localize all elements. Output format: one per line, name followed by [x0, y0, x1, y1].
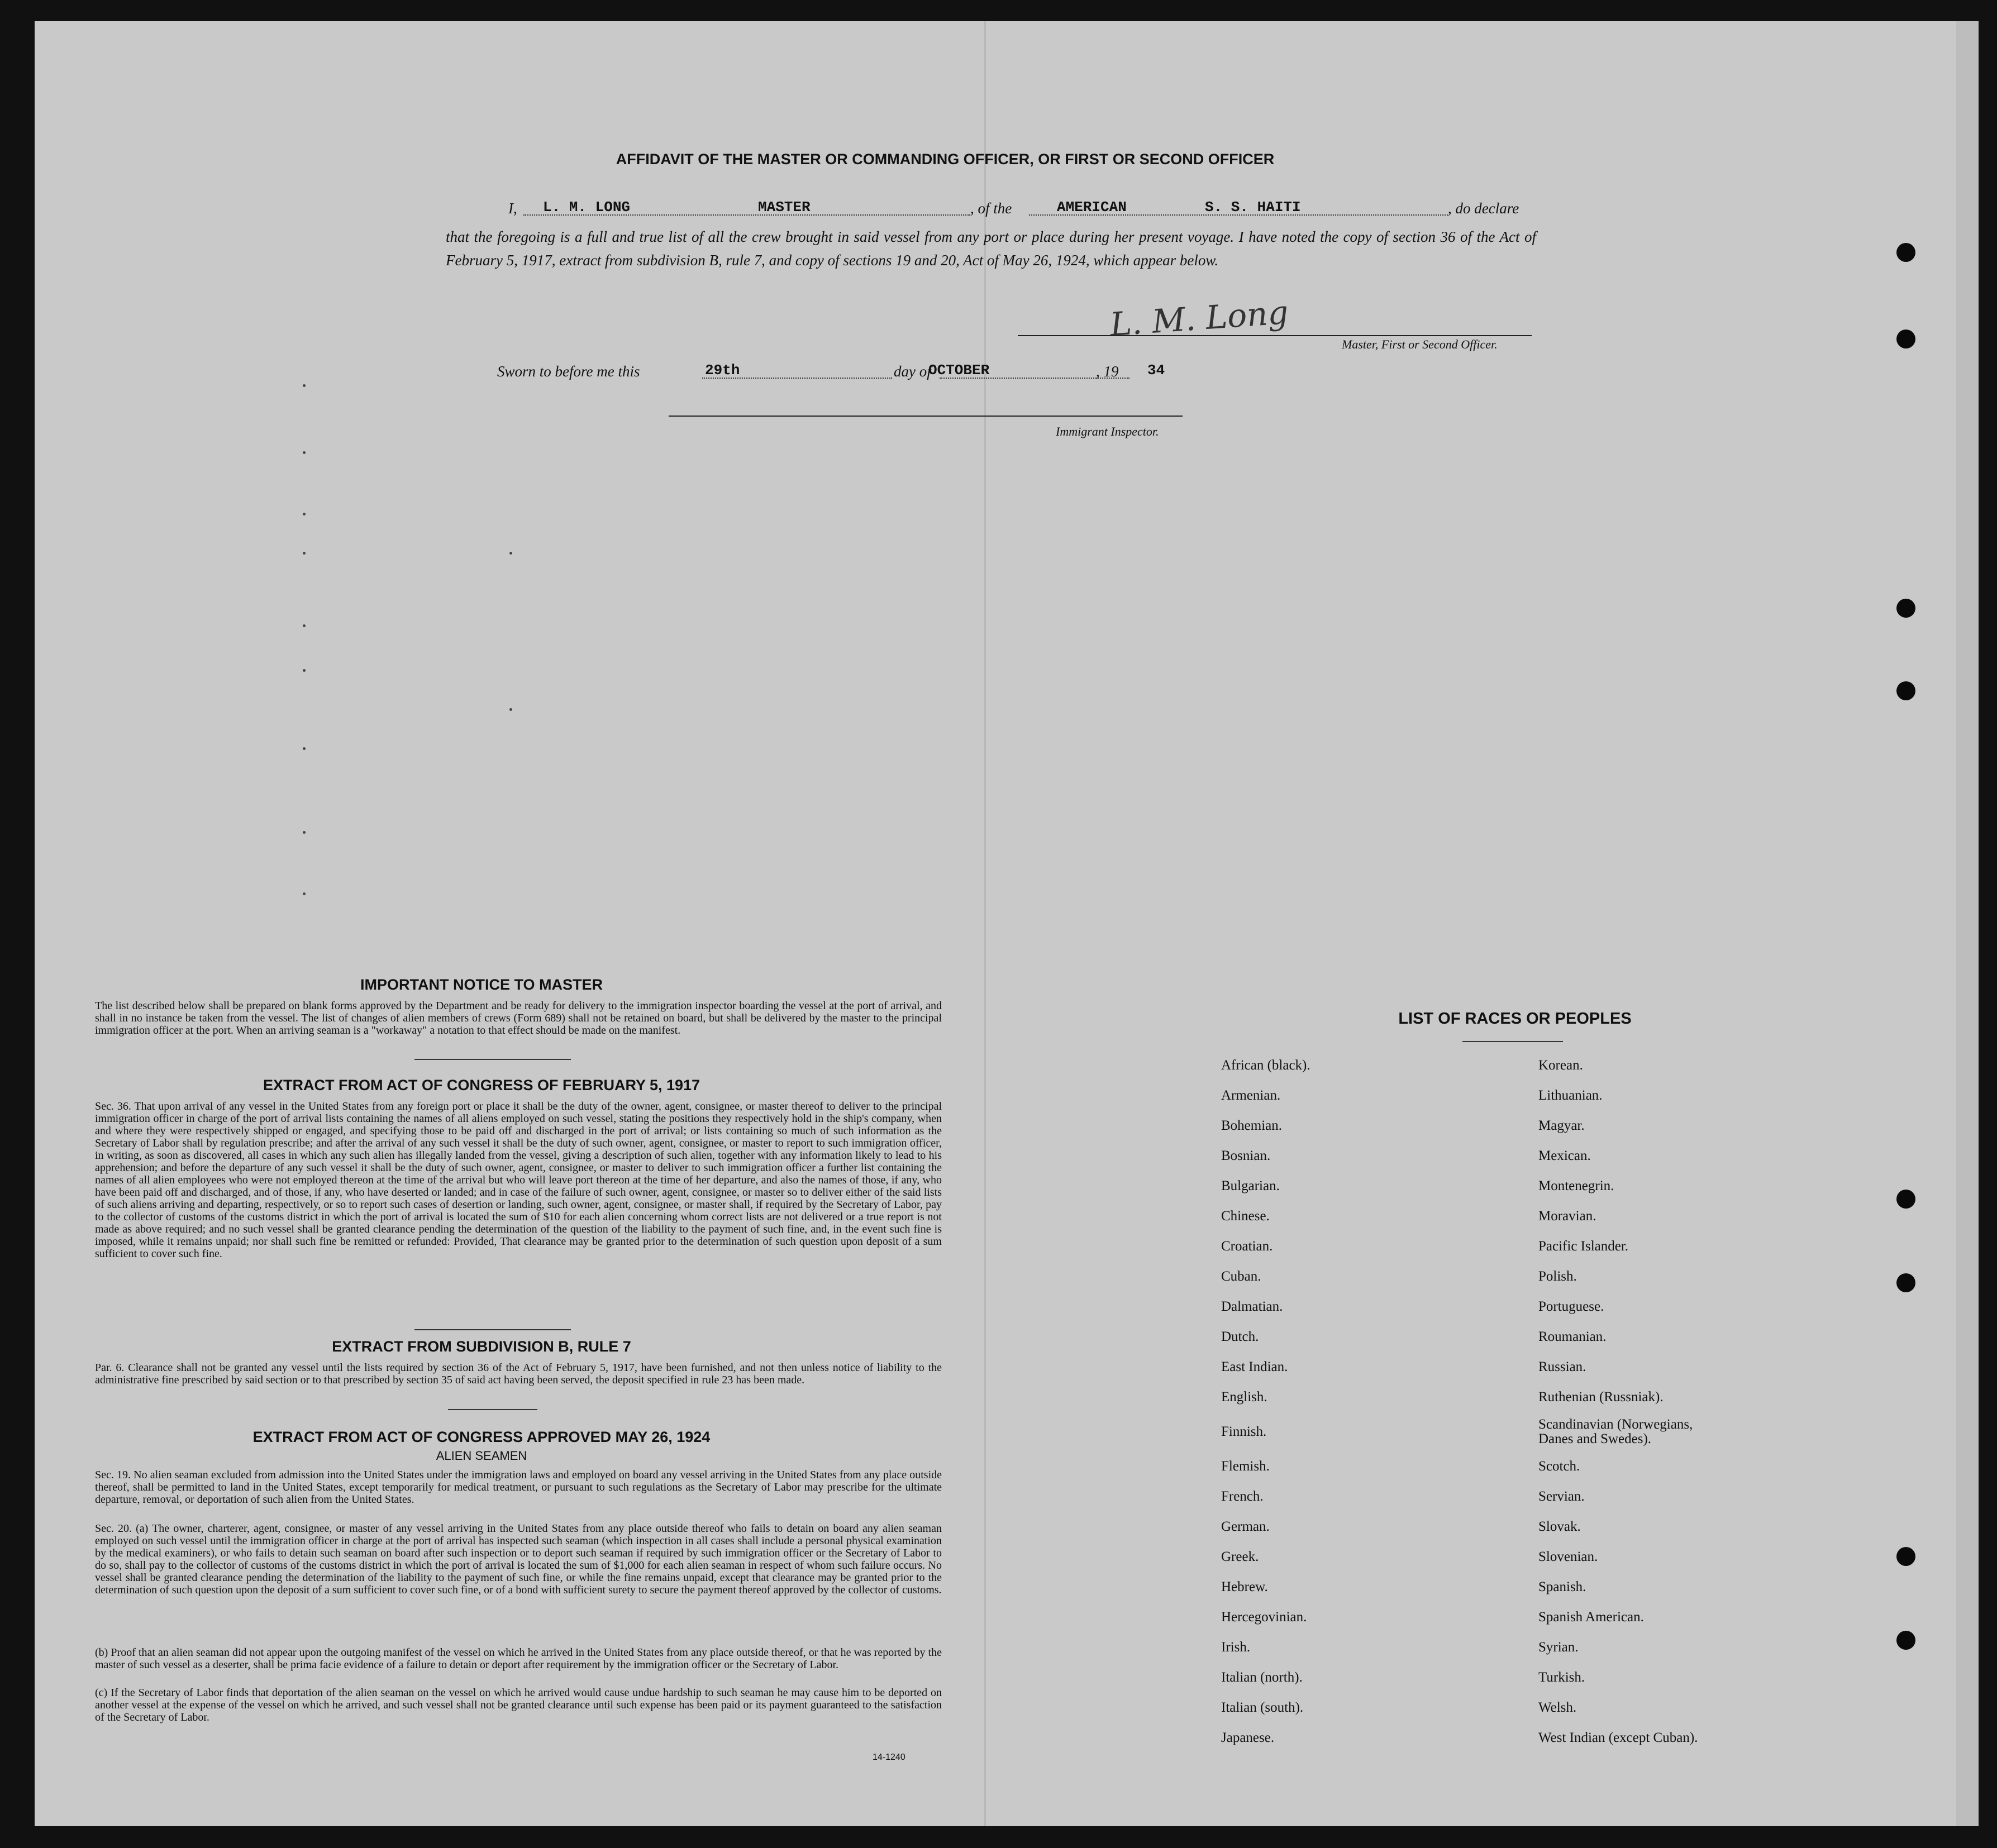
race-item: Moravian. [1538, 1209, 1596, 1224]
race-item: Slovak. [1538, 1519, 1581, 1534]
sec19-body: Sec. 19. No alien seaman excluded from admission into the United States under the immigration laws and employed on board any vessel arriving in the United States from any place outside thereof, shall be permitted to land in the United States, except temporarily for medical treatment, or pursuant to such regulations as the Secretary of Labor may prescribe for the ultimate departure, removal, or deportation of such alien from the United States. [95, 1469, 942, 1506]
notice-divider [414, 1059, 571, 1060]
race-item: Bosnian. [1221, 1148, 1271, 1163]
race-item: Ruthenian (Russniak). [1538, 1389, 1664, 1405]
rule7-body: Par. 6. Clearance shall not be granted any vessel until the lists required by section 36 of the Act of February 5, 1917, have been furnished, and not then unless notice of liability to the administrative fine prescribed by said section or to that prescribed by section 35 of said act having been served, the deposit specified in rule 23 has been made. [95, 1362, 942, 1386]
faint-mark [509, 552, 512, 555]
faint-mark [509, 708, 512, 711]
races-divider [1462, 1041, 1563, 1042]
faint-mark [303, 892, 306, 895]
binder-hole [1896, 1547, 1915, 1566]
signature: L. M. Long [1109, 293, 1290, 344]
binder-hole [1896, 681, 1915, 700]
race-item: Montenegrin. [1538, 1178, 1614, 1193]
race-item: Bohemian. [1221, 1118, 1283, 1133]
signature-caption: Master, First or Second Officer. [1342, 337, 1498, 351]
notice-body: The list described below shall be prepared on blank forms approved by the Department and be ready for delivery to the immigration inspector boarding the vessel at the port of arrival, and shall in no instance be taken from the vessel. The list of changes of alien members of crews (Form 689) shall not be retained on board, but shall be delivered by the master to the principal immigration officer at the port. When an arriving seaman is a "workaway" a notation to that effect should be made on the manifest. [95, 1000, 942, 1037]
race-item: Scandinavian (Norwegians, Danes and Swedes). [1538, 1417, 1693, 1446]
race-item: Turkish. [1538, 1670, 1585, 1685]
race-item: Japanese. [1221, 1730, 1275, 1745]
sec20b-body: (b) Proof that an alien seaman did not appear upon the outgoing manifest of the vessel on which he arrived in the United States from any place outside thereof, or that he was reported by the master of such vessel as a deserter, shall be prima facie evidence of a failure to detain or deport after requirement by the immigration officer or the Secretary of Labor. [95, 1646, 942, 1671]
master-name: L. M. LONG [543, 199, 631, 216]
race-item: Chinese. [1221, 1209, 1270, 1224]
race-item: Italian (north). [1221, 1670, 1303, 1685]
race-item: Bulgarian. [1221, 1178, 1280, 1193]
race-item: Magyar. [1538, 1118, 1585, 1133]
do-declare-label: , do declare [1448, 200, 1519, 217]
race-item: Spanish. [1538, 1579, 1586, 1594]
race-item: English. [1221, 1389, 1267, 1405]
race-item: Dutch. [1221, 1329, 1259, 1344]
faint-mark [303, 552, 306, 555]
race-item: Russian. [1538, 1359, 1586, 1374]
extract-1917-divider [414, 1329, 571, 1330]
binder-hole [1896, 243, 1915, 262]
document-page [35, 21, 1956, 1826]
race-item: East Indian. [1221, 1359, 1288, 1374]
race-item: Syrian. [1538, 1640, 1579, 1655]
faint-mark [303, 384, 306, 387]
race-item: Lithuanian. [1538, 1088, 1603, 1103]
race-item: West Indian (except Cuban). [1538, 1730, 1698, 1745]
faint-mark [303, 513, 306, 515]
sworn-label: Sworn to before me this [497, 363, 640, 380]
binder-hole [1896, 599, 1915, 618]
extract-1917-body: Sec. 36. That upon arrival of any vessel in the United States from any foreign port or place it shall be the duty of the owner, agent, consignee, or master thereof to deliver to the principal immigration officer in charge of the port of arrival lists containing the names of all aliens employed on such vessel, stating the positions they respectively hold in the ship's company, when and where they were respectively shipped or engaged, and specifying those to be paid off and discharged in the port of arrival; or lists containing so much of such information as the Secretary of Labor shall by regulation prescribe; and after the arrival of any such vessel it shall be the duty of such owner, agent, consignee, or master to report to such immigration officer, in writing, as soon as discovered, all cases in which any such alien has illegally landed from the vessel, giving a description of such alien, together with any information likely to lead to his apprehension; and before the departure of any such vessel it shall be the duty of such owner, agent, consignee, or master to deliver to such immigration officer a further list containing the names of all alien employees who were not employed thereon at the time of the arrival but who will leave port thereon at the time of her departure, and also the names of those, if any, who have been paid off and discharged, and of those, if any, who have deserted or landed; and in case of the failure of such owner, agent, consignee, or master so to deliver either of the said lists of such aliens arriving and departing, respectively, or so to report such cases of desertion or landing, such owner, agent, consignee, or master shall, if required by the Secretary of Labor, pay to the collector of customs of the customs district in which the port of arrival is located the sum of $10 for each alien concerning whom correct lists are not delivered or a true report is not made as above required; and no such vessel shall be granted clearance pending the determination of the question of the liability to the payment of such fine, and, in the event such fine is imposed, while it remains unpaid; nor shall such fine be remitted or refunded: Provided, That clearance may be granted prior to the determination of such question upon deposit of a sum sufficient to cover such fine. [95, 1100, 942, 1260]
affidavit-body: that the foregoing is a full and true list of all the crew brought in said vessel from any port or place during her present voyage. I have noted the copy of section 36 of the Act of February 5, 1917, extract from subdivision B, rule 7, and copy of sections 19 and 20, Act of May 26, 1924, which appear below. [446, 228, 1536, 269]
master-rank: MASTER [758, 199, 811, 216]
race-item: Finnish. [1221, 1424, 1267, 1439]
binder-hole [1896, 1273, 1915, 1292]
affidavit-title: AFFIDAVIT OF THE MASTER OR COMMANDING OFFICER, OR FIRST OR SECOND OFFICER [616, 151, 1275, 168]
sworn-month: OCTOBER [928, 362, 990, 379]
notice-title: IMPORTANT NOTICE TO MASTER [360, 976, 603, 993]
race-item: Polish. [1538, 1269, 1577, 1284]
race-item: Dalmatian. [1221, 1299, 1283, 1314]
vessel-name: S. S. HAITI [1205, 199, 1301, 216]
faint-mark [303, 624, 306, 627]
day-of-label: day of [894, 363, 931, 380]
page-edge-strip [1956, 21, 1979, 1826]
race-item: Croatian. [1221, 1239, 1273, 1254]
binder-hole [1896, 1190, 1915, 1209]
race-item: Flemish. [1221, 1459, 1270, 1474]
rule7-title: EXTRACT FROM SUBDIVISION B, RULE 7 [332, 1338, 631, 1355]
race-item: Spanish American. [1538, 1610, 1644, 1625]
faint-mark [303, 747, 306, 750]
race-item: Slovenian. [1538, 1549, 1598, 1564]
year-suffix: 34 [1147, 362, 1165, 379]
race-item: Hercegovinian. [1221, 1610, 1307, 1625]
race-item: Korean. [1538, 1058, 1583, 1073]
binder-hole [1896, 1631, 1915, 1650]
race-item: Scotch. [1538, 1459, 1580, 1474]
year-prefix: , 19 [1096, 363, 1119, 380]
i-label: I, [508, 200, 517, 217]
faint-mark [303, 669, 306, 672]
signature-line [1018, 335, 1532, 336]
sec20a-body: Sec. 20. (a) The owner, charterer, agent, consignee, or master of any vessel arriving in the United States from any place outside thereof who fails to detain on board any alien seaman employed on such vessel until the immigration officer in charge at the port of arrival has inspected such seaman (which inspection in all cases shall include a personal physical examination by the medical examiners), or who fails to detain such seaman on board after such inspection or to deport such seaman if required by such immigration officer or the Secretary of Labor to do so, shall pay to the collector of customs of the customs district in which the port of arrival is located the sum of $1,000 for each alien seaman in respect of whom such failure occurs. No vessel shall be granted clearance pending the determination of the liability to the payment of such fine, or while the fine remains unpaid, except that clearance may be granted prior to the determination of such question upon the deposit of a sum sufficient to cover such fine, or of a bond with sufficient surety to secure the payment thereof approved by the collector of customs. [95, 1522, 942, 1596]
sworn-day: 29th [705, 362, 740, 379]
extract-1924-subtitle: ALIEN SEAMEN [436, 1449, 527, 1463]
race-item: Portuguese. [1538, 1299, 1604, 1314]
race-item: Servian. [1538, 1489, 1585, 1504]
rule7-divider [448, 1409, 537, 1410]
faint-mark [303, 451, 306, 454]
race-item: Greek. [1221, 1549, 1259, 1564]
extract-1924-title: EXTRACT FROM ACT OF CONGRESS APPROVED MAY 26, 1924 [252, 1429, 711, 1445]
race-item: African (black). [1221, 1058, 1310, 1073]
race-item: Irish. [1221, 1640, 1251, 1655]
race-item: Hebrew. [1221, 1579, 1268, 1594]
races-title: LIST OF RACES OR PEOPLES [1398, 1010, 1632, 1028]
race-item: Armenian. [1221, 1088, 1281, 1103]
of-the-label: , of the [970, 200, 1012, 217]
vessel-nationality: AMERICAN [1057, 199, 1127, 216]
race-item: French. [1221, 1489, 1264, 1504]
race-item: Pacific Islander. [1538, 1239, 1629, 1254]
race-item: Welsh. [1538, 1700, 1577, 1715]
binder-hole [1896, 330, 1915, 348]
race-item: Mexican. [1538, 1148, 1591, 1163]
form-number: 14-1240 [873, 1753, 905, 1762]
race-item: German. [1221, 1519, 1270, 1534]
page-fold [984, 21, 986, 1826]
faint-mark [303, 831, 306, 834]
extract-1917-title: EXTRACT FROM ACT OF CONGRESS OF FEBRUARY 5, 1917 [263, 1077, 700, 1093]
race-item: Italian (south). [1221, 1700, 1304, 1715]
inspector-caption: Immigrant Inspector. [1056, 424, 1159, 438]
race-item: Roumanian. [1538, 1329, 1607, 1344]
race-item: Cuban. [1221, 1269, 1261, 1284]
inspector-line [669, 416, 1183, 417]
sec20c-body: (c) If the Secretary of Labor finds that deportation of the alien seaman on the vessel on which he arrived would cause undue hardship to such seaman he may cause him to be deported on another vessel at the expense of the vessel on which he arrived, and such vessel shall not be granted clearance until such expense has been paid or its payment guaranteed to the satisfaction of the Secretary of Labor. [95, 1687, 942, 1723]
